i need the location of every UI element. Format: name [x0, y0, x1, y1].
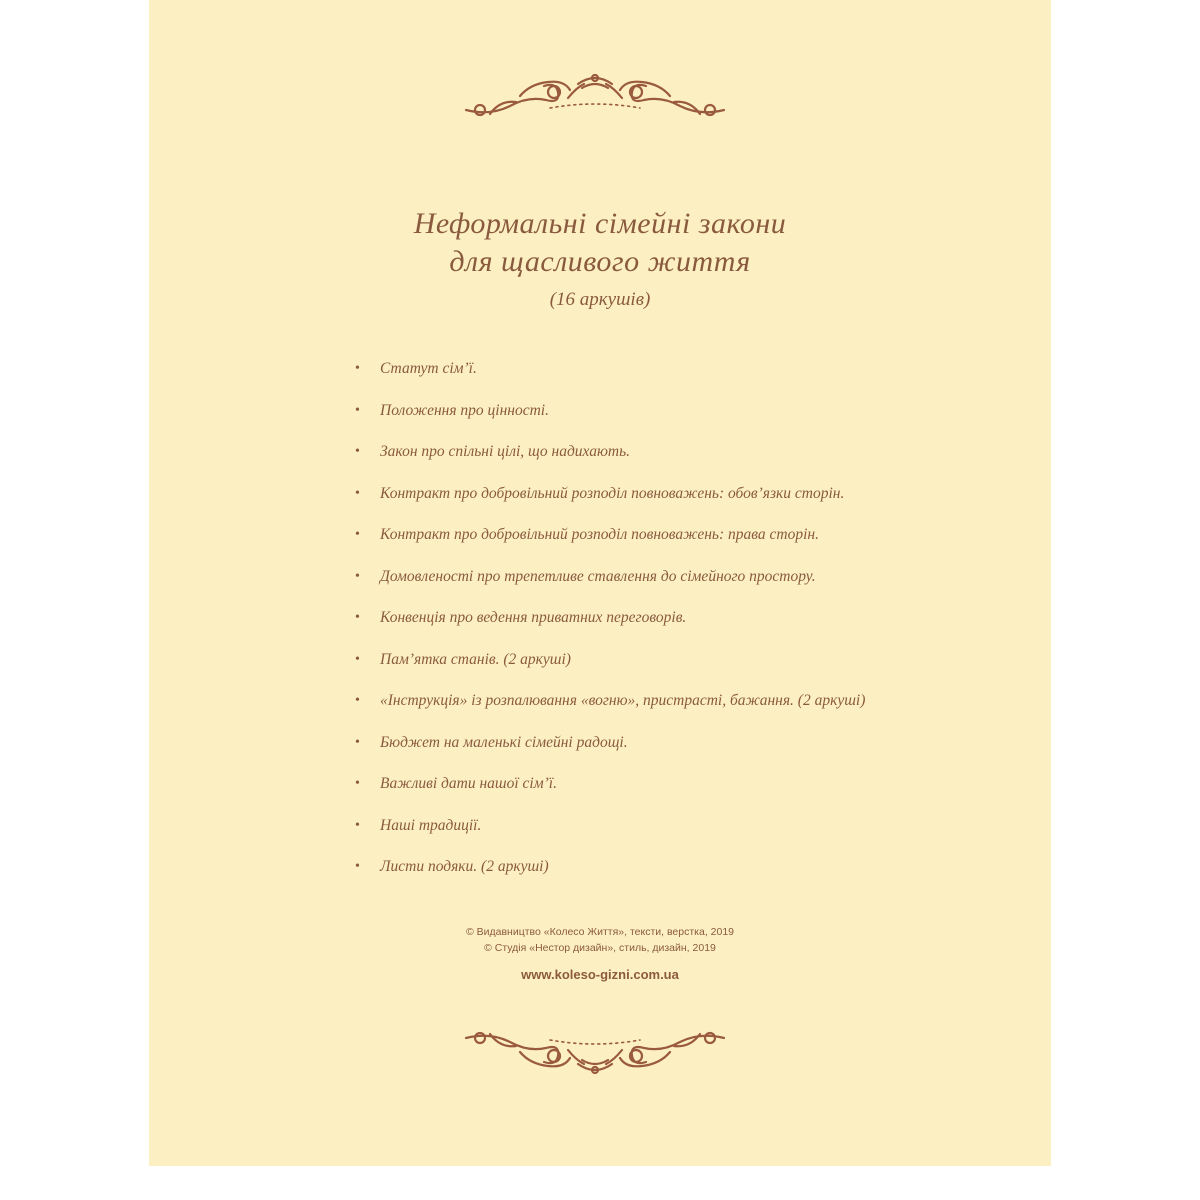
bullet: • — [355, 734, 360, 750]
list-item — [355, 764, 865, 806]
list-item-text: Контракт про добровільний розподіл повноважень: права сторін. — [380, 526, 819, 543]
list-item-text: «Інструкція» із розпалювання «вогню», пристрасті, бажання. (2 аркуші) — [380, 692, 866, 709]
website-link[interactable]: www.koleso-gizni.com.ua — [521, 967, 679, 982]
contents-list — [355, 349, 865, 889]
list-item-text: Бюджет на маленькі сімейні радощі. — [380, 733, 628, 751]
list-item — [355, 681, 865, 723]
list-item — [355, 806, 865, 848]
list-item — [355, 432, 865, 474]
credits-block — [149, 924, 1051, 984]
list-item — [355, 723, 865, 765]
bullet: • — [355, 693, 360, 708]
bullet: • — [355, 776, 360, 791]
list-item-text: Конвенція про ведення приватних переговорів. — [380, 609, 687, 626]
list-item — [355, 598, 865, 640]
bullet: • — [355, 610, 360, 625]
list-item — [355, 349, 865, 391]
list-item-text: Домовленості про трепетливе ставлення до сімейного простору. — [380, 567, 816, 585]
list-item — [355, 557, 865, 599]
bullet: • — [355, 568, 360, 584]
bullet: • — [355, 485, 360, 501]
bullet: • — [355, 444, 360, 459]
list-item — [355, 640, 865, 682]
bullet: • — [355, 651, 360, 667]
bullet: • — [355, 527, 360, 542]
list-item-text: Контракт про добровільний розподіл повноважень: обов’язки сторін. — [380, 484, 845, 502]
page-title-line-1: Неформальні сімейні закони — [413, 207, 787, 240]
list-item-text: Статут сім’ї. — [380, 360, 477, 377]
list-item — [355, 847, 865, 889]
page-title-line-2: для щасливого життя — [449, 245, 751, 278]
title-block — [149, 205, 1051, 315]
bottom-flourish-ornament — [460, 1022, 730, 1078]
document-page — [149, 0, 1051, 1166]
list-item-text: Листи подяки. (2 аркуші) — [380, 858, 549, 875]
list-item-text: Закон про спільні цілі, що надихають. — [380, 443, 631, 460]
top-flourish-ornament — [460, 70, 730, 126]
list-item — [355, 391, 865, 433]
copyright-publisher: © Видавництво «Колесо Життя», тексти, верстка, 2019 — [465, 926, 735, 938]
bullet: • — [355, 402, 360, 418]
list-item — [355, 515, 865, 557]
list-item — [355, 474, 865, 516]
list-item-text: Наші традиції. — [380, 816, 482, 834]
bullet: • — [355, 361, 360, 376]
bullet: • — [355, 817, 360, 833]
page-subtitle: (16 аркушів) — [549, 289, 651, 310]
list-item-text: Пам’ятка станів. (2 аркуші) — [380, 650, 571, 668]
list-item-text: Важливі дати нашої сім’ї. — [380, 775, 557, 792]
list-item-text: Положення про цінності. — [380, 401, 549, 419]
copyright-studio: © Студія «Нестор дизайн», стиль, дизайн, 2019 — [484, 942, 716, 954]
bullet: • — [355, 859, 360, 874]
